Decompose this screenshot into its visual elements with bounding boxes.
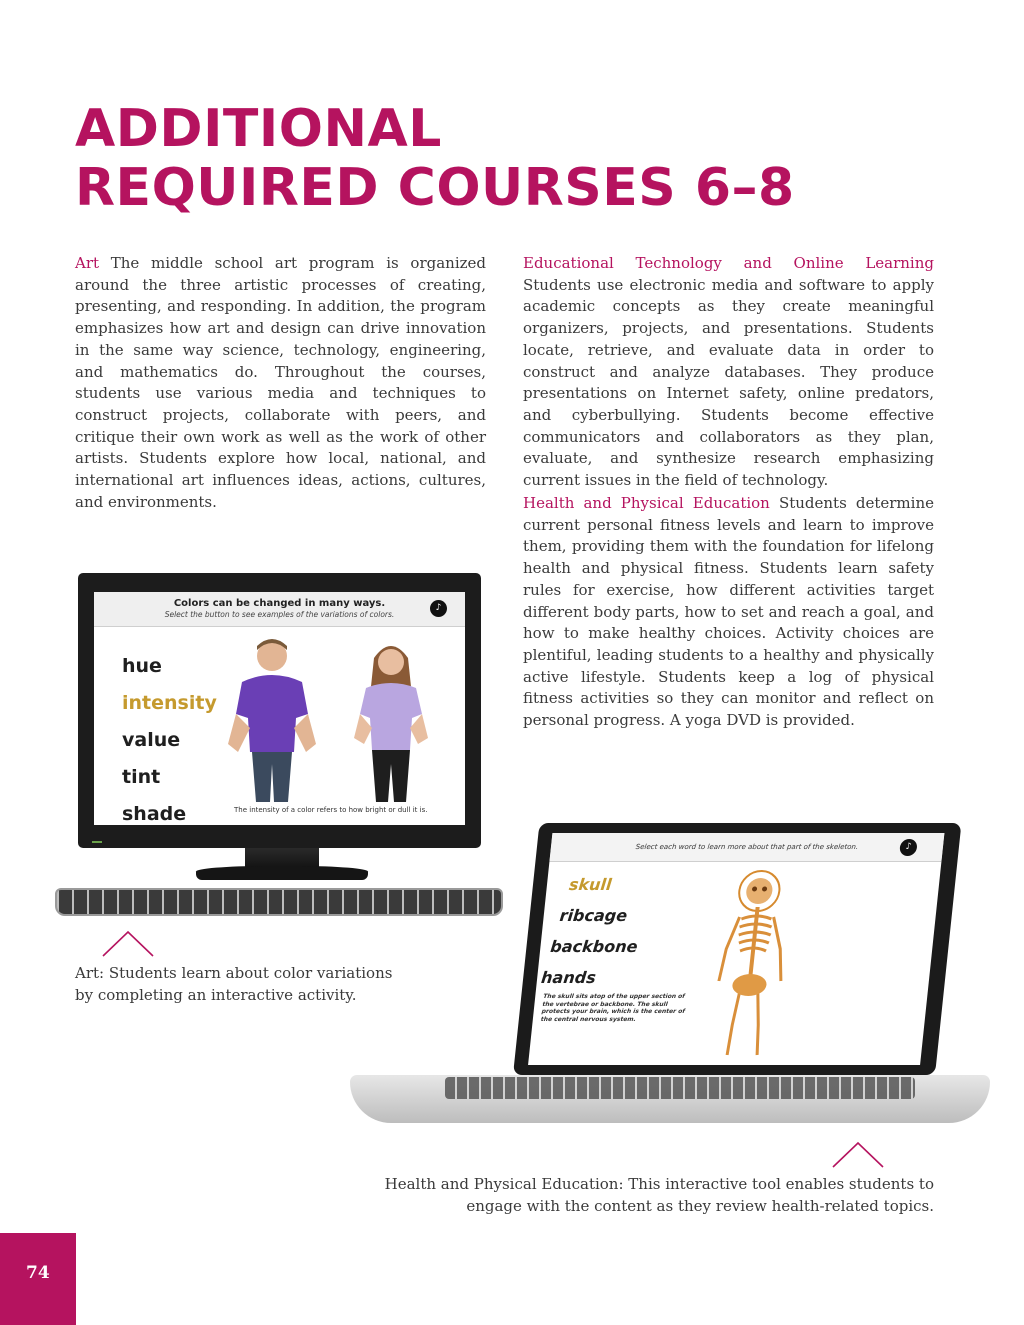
laptop-screen-instruction: Select each word to learn more about that part of the skeleton. bbox=[549, 833, 944, 862]
skeleton-word-ribcage: ribcage bbox=[558, 906, 629, 925]
health-paragraph bbox=[523, 493, 934, 732]
color-word-intensity: intensity bbox=[122, 692, 217, 714]
monitor-screen-title: Colors can be changed in many ways. bbox=[173, 598, 386, 609]
skeleton-word-hands: hands bbox=[540, 968, 597, 987]
monitor-stand-base bbox=[196, 866, 368, 880]
monitor-screen-header bbox=[94, 592, 465, 627]
health-lead: Health and Physical Education bbox=[523, 494, 770, 512]
speaker-icon: ♪ bbox=[430, 600, 447, 617]
art-text: The middle school art program is organized around the three artistic processes of creating, presenting, and responding. In addition, the program emphasizes how art and design can drive innovation in the same way science, technology, engineering, and mathematics do. Throughout the courses, students use various media and techniques to construct projects, collaborate with peers, and critique their own work as well as the work of other artists. Students explore how local, national, and international art influences ideas, actions, cultures, and environments. bbox=[75, 254, 486, 511]
power-light bbox=[92, 841, 102, 843]
art-paragraph bbox=[75, 253, 486, 513]
color-word-hue: hue bbox=[122, 655, 162, 677]
laptop-screen bbox=[528, 833, 944, 1065]
desktop-monitor-photo bbox=[78, 573, 481, 848]
page-heading bbox=[75, 100, 795, 218]
laptop-photo bbox=[513, 823, 961, 1075]
skeleton-word-backbone: backbone bbox=[549, 937, 639, 956]
heading-line-1: ADDITIONAL bbox=[75, 99, 442, 159]
art-lead: Art bbox=[75, 254, 100, 272]
male-model-purple-shirt bbox=[222, 634, 322, 802]
caret-up-icon bbox=[102, 930, 154, 958]
monitor-screen-subtitle: Select the button to see examples of the variations of colors. bbox=[164, 610, 395, 619]
health-text: Students determine current personal fitness levels and learn to improve them, providing them with the foundation for lifelong health and physical fitness. Students learn safety rules for exercise, how different activities target different body parts, how to set and reach a goal, and how to make healthy choices. Activity choices are plentiful, leading students to a healthy and physically active lifestyle. Students keep a log of physical fitness activities so they can monitor and reflect on personal progress. A yoga DVD is provided. bbox=[523, 494, 934, 730]
page-number-box bbox=[0, 1233, 76, 1325]
monitor-screen-caption: The intensity of a color refers to how bright or dull it is. bbox=[234, 806, 428, 814]
monitor-screen bbox=[94, 592, 465, 825]
page-number: 74 bbox=[26, 1263, 50, 1283]
color-word-shade: shade bbox=[122, 803, 187, 825]
speaker-icon: ♪ bbox=[899, 839, 918, 856]
art-image-caption: Art: Students learn about color variations by completing an interactive activity. bbox=[75, 964, 393, 1004]
caret-up-icon bbox=[832, 1141, 884, 1169]
laptop-screen-caption: The skull sits atop of the upper section of the vertebrae or backbone. The skull protects your brain, which is the center of the central nervous system. bbox=[540, 993, 686, 1023]
health-image-caption: Health and Physical Education: This interactive tool enables students to engage with the content as they review health-related topics. bbox=[384, 1175, 934, 1215]
laptop-keyboard bbox=[445, 1077, 915, 1099]
color-word-tint: tint bbox=[122, 766, 161, 788]
skeleton-illustration bbox=[697, 869, 807, 1059]
edtech-text: Students use electronic media and software to apply academic concepts as they create meaningful organizers, projects, and presentations. Students locate, retrieve, and evaluate data in order to construct and analyze databases. They produce presentations on Internet safety, online predators, and cyberbullying. Students become effective communicators and collaborators as they plan, evaluate, and synthesize research emphasizing current issues in the field of technology. bbox=[523, 275, 934, 490]
female-model-lavender-shirt bbox=[346, 638, 436, 802]
keyboard-photo bbox=[55, 888, 503, 916]
edtech-paragraph bbox=[523, 253, 934, 492]
skeleton-word-skull: skull bbox=[568, 875, 613, 894]
color-word-value: value bbox=[122, 729, 181, 751]
edtech-lead: Educational Technology and Online Learning bbox=[523, 254, 934, 272]
heading-line-2: REQUIRED COURSES 6–8 bbox=[75, 158, 795, 218]
